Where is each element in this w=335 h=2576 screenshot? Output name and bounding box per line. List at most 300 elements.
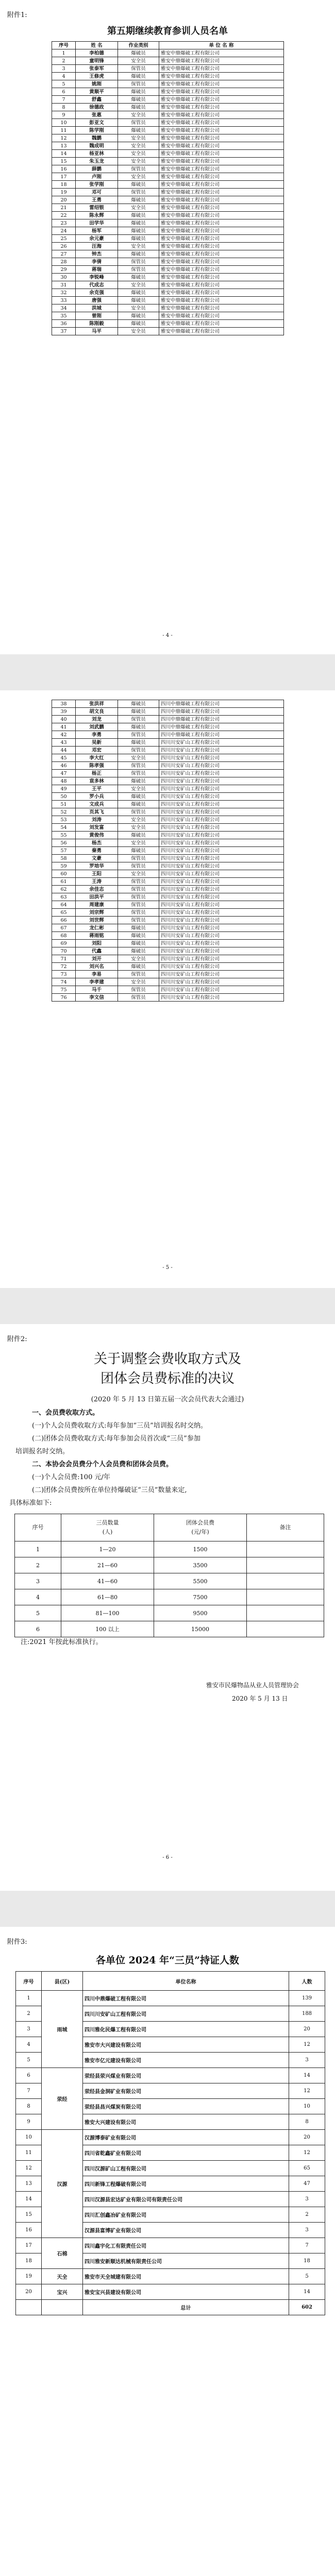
- row-count: 18: [289, 2253, 325, 2269]
- row-no: 55: [52, 832, 76, 839]
- paragraph: (二)团体会员费收取方式:每年参加会员首次或“三员”参加: [32, 1435, 200, 1443]
- row-unit: 四川川安矿山工程有限公司: [159, 947, 284, 955]
- row-category: 爆破员: [118, 312, 159, 320]
- row-no: 33: [52, 297, 76, 304]
- row-count: 14: [289, 2068, 325, 2083]
- row-name: 姚刚: [76, 80, 118, 88]
- row-unit: 四川川安矿山工程有限公司: [159, 785, 284, 793]
- row-count: 65: [289, 2161, 325, 2176]
- page-number: - 4 -: [162, 633, 173, 638]
- row-unit: 雅安中鼎爆破工程有限公司: [159, 281, 284, 289]
- row-name: 李易: [76, 971, 118, 978]
- row-unit: 四川川安矿山工程有限公司: [159, 862, 284, 870]
- row-remark: [247, 1557, 324, 1573]
- row-name: 唐强: [76, 297, 118, 304]
- row-no: 19: [52, 189, 76, 196]
- row-unit: 四川川安矿山工程有限公司: [159, 847, 284, 855]
- paragraph: 具体标准如下:: [9, 1499, 52, 1507]
- row-group-fee: 3500: [154, 1557, 247, 1573]
- row-category: 爆破员: [118, 219, 159, 227]
- row-count: 2: [289, 2207, 325, 2223]
- row-unit: 四川川安矿山工程有限公司: [159, 832, 284, 839]
- table-row: [52, 808, 284, 816]
- row-no: 23: [52, 219, 76, 227]
- row-name: 邓可: [76, 189, 118, 196]
- row-name: 魏鹏: [76, 134, 118, 142]
- row-category: 爆破员: [118, 196, 159, 204]
- row-category: 安全员: [118, 978, 159, 986]
- row-name: 李倩: [76, 258, 118, 266]
- row-category: 保管员: [118, 266, 159, 274]
- row-unit: 雅安中鼎爆破工程有限公司: [159, 181, 284, 189]
- table-row: [52, 723, 284, 731]
- table-row: [52, 862, 284, 870]
- section-2-heading: 二、本协会会员费分个人会员费和团体会员费。: [32, 1461, 173, 1468]
- row-no: 30: [52, 274, 76, 281]
- row-no: 41: [52, 723, 76, 731]
- row-category: 安全员: [118, 281, 159, 289]
- row-unit: 四川川安矿山工程有限公司: [159, 839, 284, 847]
- row-name: 余元豪: [76, 235, 118, 243]
- row-category: 爆破员: [118, 212, 159, 219]
- row-no: 34: [52, 304, 76, 312]
- row-no: 27: [52, 250, 76, 258]
- row-unit: 雅安中鼎爆破工程有限公司: [159, 274, 284, 281]
- row-unit: 四川川安矿山工程有限公司: [159, 878, 284, 886]
- row-unit: 四川川安矿山工程有限公司: [83, 2006, 289, 2022]
- row-unit: 雅安市亿元建设有限公司: [83, 2053, 289, 2068]
- row-category: 保管员: [118, 878, 159, 886]
- row-count: 12: [289, 2145, 325, 2161]
- row-unit: 雅安中鼎爆破工程有限公司: [159, 142, 284, 150]
- row-category: 安全员: [118, 204, 159, 212]
- row-name: 马平: [76, 328, 118, 335]
- row-category: 保管员: [118, 901, 159, 909]
- row-unit: 雅安大兴建设有限公司: [83, 2114, 289, 2130]
- row-category: 保管员: [118, 189, 159, 196]
- row-category: 保管员: [118, 855, 159, 862]
- table-row: [52, 212, 284, 219]
- row-no: 39: [52, 708, 76, 716]
- row-name: 朱玉龙: [76, 158, 118, 165]
- table-row: [52, 994, 284, 1002]
- row-name: 龙仁彬: [76, 924, 118, 932]
- row-no: 15: [52, 158, 76, 165]
- row-name: 张惠: [76, 111, 118, 119]
- row-category: 安全员: [118, 824, 159, 832]
- row-category: 保管员: [118, 909, 159, 917]
- row-no: 21: [52, 204, 76, 212]
- paragraph: (一)个人会员费:100 元/年: [32, 1473, 110, 1481]
- row-no: 32: [52, 289, 76, 297]
- row-no: 53: [52, 816, 76, 824]
- header-count: 人数: [289, 1972, 325, 1991]
- row-group-fee: 15000: [154, 1621, 247, 1637]
- row-remark: [247, 1605, 324, 1621]
- header-district: 县(区): [42, 1972, 83, 1991]
- table-row: [52, 127, 284, 134]
- row-name: 马千: [76, 986, 118, 994]
- row-unit: 四川川安矿山工程有限公司: [159, 777, 284, 785]
- row-name: 童明锋: [76, 57, 118, 65]
- paragraph: 培训报名时交纳。: [15, 1448, 70, 1455]
- row-unit: 四川中鼎爆破工程有限公司: [159, 708, 284, 716]
- row-category: 爆破员: [118, 777, 159, 785]
- row-no: 70: [52, 947, 76, 955]
- row-name: 刘开: [76, 955, 118, 963]
- row-count: 3: [289, 2192, 325, 2207]
- table-row: [52, 739, 284, 747]
- row-no: 11: [16, 2145, 42, 2161]
- note: 注:2021 年按此标准执行。: [21, 1638, 103, 1646]
- header-no: 序号: [15, 1514, 61, 1541]
- signature-org: 雅安市民爆物品从业人员管理协会: [206, 1682, 299, 1689]
- table-row: [52, 793, 284, 801]
- row-name: 刘武鹏: [76, 723, 118, 731]
- row-name: 秦勇: [76, 847, 118, 855]
- row-category: 爆破员: [118, 274, 159, 281]
- page-1: [0, 0, 335, 654]
- table-row: [52, 119, 284, 127]
- row-name: 舒鑫: [76, 96, 118, 104]
- table-row: [52, 917, 284, 924]
- row-count: 8: [289, 2114, 325, 2130]
- row-count: 20: [289, 2022, 325, 2037]
- total-value: 602: [289, 2300, 325, 2315]
- row-staff-range: 61—80: [61, 1589, 154, 1605]
- total-spacer: [16, 2300, 42, 2315]
- table-row: [52, 909, 284, 917]
- row-no: 6: [15, 1621, 61, 1637]
- row-category: 保管员: [118, 119, 159, 127]
- row-unit: 四川川安矿山工程有限公司: [159, 917, 284, 924]
- row-no: 50: [52, 793, 76, 801]
- page-title: 各单位 2024 年“三员”持证人数: [96, 1955, 239, 1966]
- row-no: 14: [52, 150, 76, 158]
- row-unit: 雅安中鼎爆破工程有限公司: [159, 57, 284, 65]
- row-category: 保管员: [118, 80, 159, 88]
- row-no: 9: [16, 2114, 42, 2130]
- page-gap: [0, 1891, 335, 1927]
- row-no: 57: [52, 847, 76, 855]
- row-count: 3: [289, 2223, 325, 2238]
- row-no: 59: [52, 862, 76, 870]
- section-1-heading: 一、会员费收取方式。: [32, 1409, 99, 1417]
- row-no: 60: [52, 870, 76, 878]
- row-name: 魏成明: [76, 142, 118, 150]
- table-row: [52, 824, 284, 832]
- row-category: 保管员: [118, 986, 159, 994]
- row-unit: 雅安中鼎爆破工程有限公司: [159, 119, 284, 127]
- header-group-fee: 团体会员费 (元/年): [154, 1514, 247, 1541]
- row-unit: 雅安中鼎爆破工程有限公司: [159, 320, 284, 328]
- row-no: 47: [52, 770, 76, 777]
- row-name: 李柏德: [76, 49, 118, 57]
- row-category: 爆破员: [118, 932, 159, 940]
- table-row: [52, 924, 284, 932]
- row-category: 爆破员: [118, 73, 159, 80]
- row-unit: 四川川安矿山工程有限公司: [159, 770, 284, 777]
- row-name: 周建康: [76, 901, 118, 909]
- table-row: [52, 971, 284, 978]
- row-unit: 汉源县富博矿业有限公司: [83, 2223, 289, 2238]
- row-no: 48: [52, 777, 76, 785]
- row-no: 36: [52, 320, 76, 328]
- table-row: [52, 932, 284, 940]
- row-name: 李大红: [76, 754, 118, 762]
- row-no: 31: [52, 281, 76, 289]
- row-no: 16: [16, 2223, 42, 2238]
- table-row: [52, 88, 284, 96]
- row-name: 罗小兵: [76, 793, 118, 801]
- row-no: 2: [16, 2006, 42, 2022]
- row-count: 12: [289, 2083, 325, 2099]
- row-name: 文成兵: [76, 801, 118, 808]
- row-no: 45: [52, 754, 76, 762]
- page-number: - 6 -: [162, 1855, 173, 1860]
- header-remark: 备注: [247, 1514, 324, 1541]
- row-no: 63: [52, 893, 76, 901]
- page-title: 第五期继续教育参训人员名单: [107, 26, 228, 37]
- table-row: [52, 901, 284, 909]
- row-category: 安全员: [118, 304, 159, 312]
- row-unit: 雅安中鼎爆破工程有限公司: [159, 73, 284, 80]
- row-no: 71: [52, 955, 76, 963]
- table-row: [52, 708, 284, 716]
- row-name: 张洪祥: [76, 700, 118, 708]
- signature-date: 2020 年 5 月 13 日: [232, 1695, 288, 1702]
- row-name: 李文信: [76, 994, 118, 1002]
- row-category: 爆破员: [118, 847, 159, 855]
- row-name: 文豪: [76, 855, 118, 862]
- row-category: 爆破员: [118, 127, 159, 134]
- row-no: 72: [52, 963, 76, 971]
- table-row: [52, 65, 284, 73]
- paragraph: (一)个人会员费收取方式:每年参加“三员”培训报名时交纳。: [32, 1422, 207, 1430]
- row-no: 10: [16, 2130, 42, 2145]
- row-unit: 雅安宝兴县建设有限公司: [83, 2284, 289, 2300]
- table-row: [52, 227, 284, 235]
- row-district: 雨城: [42, 1991, 83, 2068]
- row-district: 石棉: [42, 2238, 83, 2269]
- row-staff-range: 1—20: [61, 1541, 154, 1557]
- resolution-subtitle: (2020 年 5 月 13 日第五届一次会员代表大会通过): [91, 1396, 244, 1403]
- row-unit: 雅安中鼎爆破工程有限公司: [159, 158, 284, 165]
- table-row: [52, 747, 284, 754]
- row-no: 4: [16, 2037, 42, 2053]
- trainee-table-2: [52, 700, 284, 1002]
- row-no: 49: [52, 785, 76, 793]
- row-no: 14: [16, 2192, 42, 2207]
- row-category: 保管员: [118, 893, 159, 901]
- row-no: 26: [52, 243, 76, 250]
- row-count: 188: [289, 2006, 325, 2022]
- resolution-title-line-2: 团体会员费标准的决议: [100, 1371, 234, 1386]
- row-no: 68: [52, 932, 76, 940]
- table-row: [52, 150, 284, 158]
- total-spacer: [42, 2300, 83, 2315]
- row-unit: 雅安中鼎爆破工程有限公司: [159, 328, 284, 335]
- row-category: 爆破员: [118, 963, 159, 971]
- row-remark: [247, 1621, 324, 1637]
- row-unit: 雅安中鼎爆破工程有限公司: [159, 219, 284, 227]
- row-remark: [247, 1573, 324, 1589]
- row-unit: 雅安中鼎爆破工程有限公司: [159, 297, 284, 304]
- row-unit: 雅安中鼎爆破工程有限公司: [159, 134, 284, 142]
- row-no: 2: [52, 57, 76, 65]
- row-category: 爆破员: [118, 96, 159, 104]
- row-unit: 汉源博泰矿业有限公司: [83, 2130, 289, 2145]
- row-name: 刘世辉: [76, 917, 118, 924]
- table-row: [52, 893, 284, 901]
- row-unit: 雅安中鼎爆破工程有限公司: [159, 80, 284, 88]
- row-unit: 雅安中鼎爆破工程有限公司: [159, 111, 284, 119]
- paragraph: (二)团体会员费按所在单位持爆破证“三员”数量来定,: [32, 1486, 187, 1494]
- row-name: 徐德政: [76, 104, 118, 111]
- table-row: [52, 304, 284, 312]
- row-no: 18: [52, 181, 76, 189]
- resolution-title-line-1: 关于调整会费收取方式及: [93, 1351, 241, 1367]
- row-district: 荥经: [42, 2068, 83, 2130]
- row-name: 田学华: [76, 219, 118, 227]
- table-row: [52, 266, 284, 274]
- page-gap: [0, 654, 335, 690]
- row-unit: 四川川安矿山工程有限公司: [159, 901, 284, 909]
- row-unit: 四川川安矿山工程有限公司: [159, 932, 284, 940]
- row-unit: 四川川安矿山工程有限公司: [159, 824, 284, 832]
- table-row: [52, 770, 284, 777]
- table-row: [52, 986, 284, 994]
- row-group-fee: 9500: [154, 1605, 247, 1621]
- row-category: 保管员: [118, 65, 159, 73]
- row-unit: 雅安中鼎爆破工程有限公司: [159, 250, 284, 258]
- row-unit: 四川川安矿山工程有限公司: [159, 793, 284, 801]
- table-row: [52, 96, 284, 104]
- row-no: 3: [15, 1573, 61, 1589]
- row-category: 安全员: [118, 111, 159, 119]
- row-name: 刘龙: [76, 716, 118, 723]
- row-no: 1: [52, 49, 76, 57]
- table-row: [16, 2068, 325, 2083]
- row-no: 66: [52, 917, 76, 924]
- row-count: 7: [289, 2238, 325, 2253]
- table-row: [16, 2238, 325, 2253]
- row-no: 9: [52, 111, 76, 119]
- table-row: [52, 80, 284, 88]
- row-category: 安全员: [118, 158, 159, 165]
- row-category: 爆破员: [118, 104, 159, 111]
- row-unit: 雅安中鼎爆破工程有限公司: [159, 88, 284, 96]
- row-name: 杨亚林: [76, 150, 118, 158]
- row-category: 爆破员: [118, 289, 159, 297]
- table-row: [52, 73, 284, 80]
- row-no: 25: [52, 235, 76, 243]
- row-category: 爆破员: [118, 700, 159, 708]
- total-row: [16, 2300, 325, 2315]
- row-name: 罗培华: [76, 862, 118, 870]
- row-unit: 四川汉源县宏达矿业有限公司有限责任公司: [83, 2192, 289, 2207]
- row-name: 田洪平: [76, 893, 118, 901]
- row-group-fee: 1500: [154, 1541, 247, 1557]
- row-category: 安全员: [118, 785, 159, 793]
- row-unit: 四川川安矿山工程有限公司: [159, 816, 284, 824]
- row-name: 李孝建: [76, 978, 118, 986]
- row-unit: 雅安中鼎爆破工程有限公司: [159, 266, 284, 274]
- row-no: 5: [52, 80, 76, 88]
- row-unit: 四川川安矿山工程有限公司: [159, 986, 284, 994]
- row-no: 67: [52, 924, 76, 932]
- table-row: [52, 716, 284, 723]
- row-unit: 四川川安矿山工程有限公司: [159, 893, 284, 901]
- row-unit: 荥经县昌兴煤炭有限公司: [83, 2099, 289, 2114]
- page-2: [0, 690, 335, 1288]
- row-name: 杨杰: [76, 839, 118, 847]
- table-row: [52, 250, 284, 258]
- row-name: 杨军: [76, 227, 118, 235]
- row-unit: 四川汇创鑫冶矿业有限公司: [83, 2207, 289, 2223]
- row-name: 陈学刚: [76, 127, 118, 134]
- row-no: 3: [16, 2022, 42, 2037]
- row-unit: 雅安市天全城建有限公司: [83, 2269, 289, 2284]
- row-group-fee: 5500: [154, 1573, 247, 1589]
- row-unit: 雅安中鼎爆破工程有限公司: [159, 65, 284, 73]
- row-name: 薛鹏: [76, 165, 118, 173]
- row-name: 王涛: [76, 878, 118, 886]
- row-category: 保管员: [118, 862, 159, 870]
- row-category: 爆破员: [118, 227, 159, 235]
- row-category: 安全员: [118, 173, 159, 181]
- row-unit: 四川川安矿山工程有限公司: [159, 747, 284, 754]
- row-unit: 雅安中鼎爆破工程有限公司: [159, 96, 284, 104]
- table-row: [52, 785, 284, 793]
- row-no: 69: [52, 940, 76, 947]
- table-row: [52, 320, 284, 328]
- row-name: 张学刚: [76, 181, 118, 189]
- row-category: 爆破员: [118, 181, 159, 189]
- table-row: [52, 142, 284, 150]
- row-no: 2: [15, 1557, 61, 1573]
- row-name: 王平: [76, 785, 118, 793]
- row-category: 安全员: [118, 57, 159, 65]
- row-no: 17: [52, 173, 76, 181]
- table-header-row: [52, 42, 284, 49]
- table-row: [52, 870, 284, 878]
- row-no: 17: [16, 2238, 42, 2253]
- table-row: [52, 189, 284, 196]
- row-unit: 四川省乾鑫矿业有限公司: [83, 2145, 289, 2161]
- table-row: [15, 1573, 324, 1589]
- row-name: 余克强: [76, 289, 118, 297]
- table-row: [52, 165, 284, 173]
- row-unit: 四川川安矿山工程有限公司: [159, 801, 284, 808]
- row-unit: 四川新锋工程爆破有限公司: [83, 2176, 289, 2192]
- row-no: 52: [52, 808, 76, 816]
- row-name: 汪海: [76, 243, 118, 250]
- row-no: 19: [16, 2269, 42, 2284]
- row-unit: 雅安中鼎爆破工程有限公司: [159, 227, 284, 235]
- row-no: 1: [15, 1541, 61, 1557]
- row-no: 64: [52, 901, 76, 909]
- row-category: 安全员: [118, 142, 159, 150]
- header-unit: 单位名称: [83, 1972, 289, 1991]
- row-category: 安全员: [118, 839, 159, 847]
- table-header-row: [15, 1514, 324, 1541]
- row-no: 11: [52, 127, 76, 134]
- row-name: 胡文良: [76, 708, 118, 716]
- table-row: [52, 158, 284, 165]
- row-no: 76: [52, 994, 76, 1002]
- row-unit: 雅安市大兴建设有限公司: [83, 2037, 289, 2053]
